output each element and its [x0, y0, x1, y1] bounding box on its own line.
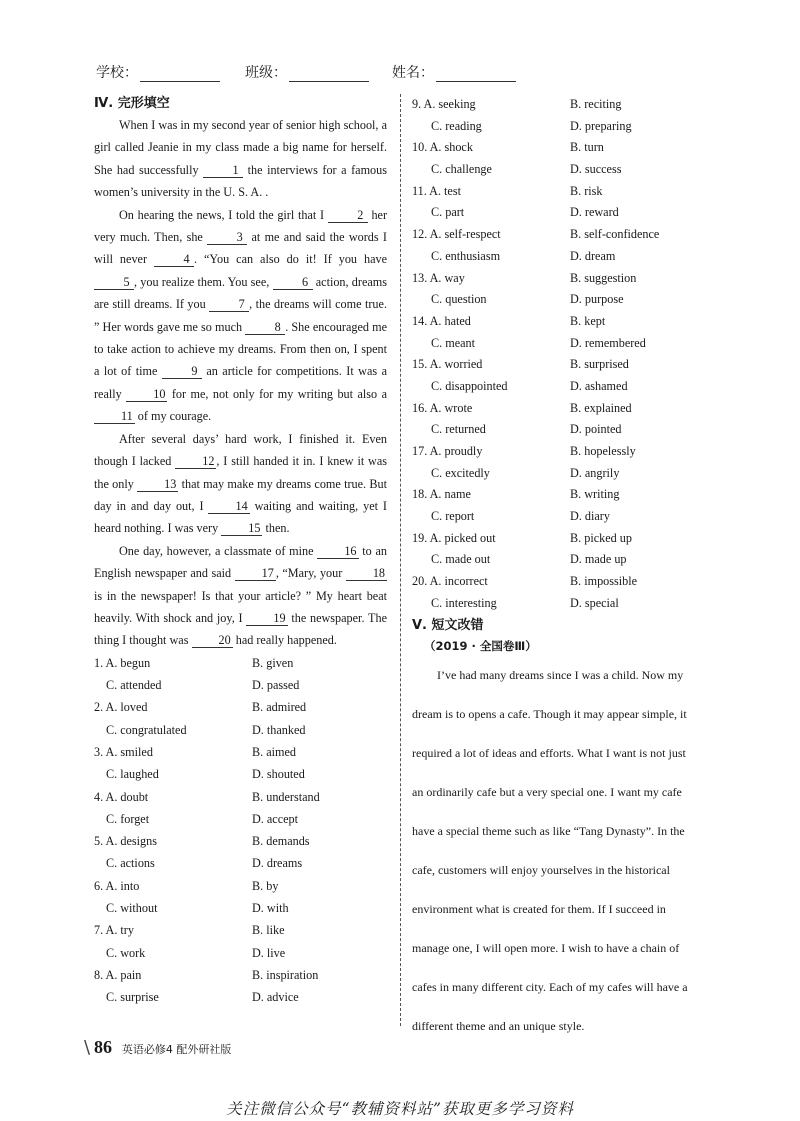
option-b: B. given — [252, 655, 294, 670]
option-a: 15. A. worried — [412, 357, 483, 372]
option-d: D. accept — [252, 811, 299, 826]
class-line — [289, 67, 369, 82]
cloze-paragraph — [94, 114, 387, 204]
blank-17: 17 — [235, 566, 276, 581]
paragraph-text: an article for competitions. It was a really — [94, 364, 387, 401]
option-row — [412, 354, 708, 376]
paragraph-text: then. — [262, 521, 290, 536]
option-row — [412, 333, 708, 355]
paragraph-text: After several days’ hard work, I finished it. Even though I lacked — [94, 431, 387, 469]
blank-1: 1 — [203, 163, 243, 178]
option-b: B. risk — [570, 183, 603, 198]
options-list-right — [412, 94, 708, 615]
option-row — [94, 875, 387, 897]
paragraph-text: , the dreams will come true. ” Her words gave me so much — [94, 297, 387, 334]
option-a: 3. A. smiled — [94, 744, 153, 759]
option-row — [412, 159, 708, 181]
option-c: C. congratulated — [106, 722, 187, 737]
option-a: 12. A. self-respect — [412, 227, 501, 242]
option-a: 17. A. proudly — [412, 444, 483, 458]
option-d: D. advice — [252, 990, 299, 1005]
paragraph-text: at me and said the words I will never — [94, 230, 387, 267]
blank-13: 13 — [137, 477, 178, 492]
option-a: 6. A. into — [94, 878, 140, 893]
option-row — [94, 942, 387, 964]
option-d: D. shouted — [252, 767, 305, 782]
option-b: B. impossible — [570, 574, 638, 589]
option-d: D. passed — [252, 678, 300, 693]
option-c: C. interesting — [431, 595, 497, 610]
option-row — [94, 674, 387, 696]
class-field[interactable]: 班级： — [245, 62, 369, 82]
blank-2: 2 — [328, 208, 368, 223]
error-correction-passage — [412, 656, 708, 1046]
passage-line: cafe, customers will enjoy yourselves in the historical — [412, 862, 670, 877]
paragraph-text: the interviews for a famous women’s university in the U. S. A. . — [94, 162, 387, 200]
option-d: D. made up — [570, 552, 627, 567]
option-b: B. inspiration — [252, 967, 319, 982]
option-d: D. special — [570, 595, 619, 610]
option-a: 9. A. seeking — [412, 97, 476, 111]
blank-19: 19 — [246, 611, 287, 626]
name-line — [436, 67, 516, 82]
blank-16: 16 — [317, 544, 358, 559]
option-c: C. question — [431, 292, 487, 307]
option-b: B. like — [252, 923, 285, 938]
option-a: 7. A. try — [94, 923, 134, 938]
option-b: B. picked up — [570, 530, 632, 545]
blank-20: 20 — [192, 633, 233, 648]
option-c: C. meant — [431, 335, 476, 350]
option-c: C. actions — [106, 856, 155, 871]
passage-line: manage one, I will open more. I wish to have a chain of — [412, 940, 680, 955]
option-b: B. surprised — [570, 357, 629, 372]
option-row — [94, 986, 387, 1008]
paragraph-text: action, dreams are still dreams. If you — [94, 274, 387, 312]
option-c: C. made out — [431, 552, 491, 567]
blank-10: 10 — [126, 387, 167, 402]
option-c: C. enthusiasm — [431, 248, 501, 263]
option-d: D. reward — [570, 205, 619, 220]
option-row — [412, 311, 708, 333]
option-row — [94, 786, 387, 808]
options-list-left — [94, 652, 387, 1009]
option-d: D. live — [252, 945, 286, 960]
option-d: D. remembered — [570, 335, 646, 350]
option-a: 14. A. hated — [412, 313, 471, 328]
option-row — [94, 919, 387, 941]
option-d: D. angrily — [570, 465, 620, 480]
option-d: D. success — [570, 162, 622, 177]
option-row — [94, 719, 387, 741]
blank-9: 9 — [162, 364, 202, 379]
option-row — [412, 268, 708, 290]
option-row — [412, 137, 708, 159]
option-b: B. suggestion — [570, 270, 637, 285]
option-a: 20. A. incorrect — [412, 574, 488, 589]
name-field[interactable]: 姓名： — [392, 62, 516, 82]
option-a: 8. A. pain — [94, 967, 142, 982]
passage-line: dream is to opens a cafe. Though it may appear simple, it — [412, 706, 687, 721]
option-c: C. returned — [431, 422, 486, 437]
option-row — [412, 181, 708, 203]
option-c: C. disappointed — [431, 378, 508, 393]
option-c: C. laughed — [106, 767, 159, 782]
option-c: C. work — [106, 945, 146, 960]
passage-line: environment what is created for them. If I succeed in — [412, 901, 666, 916]
cloze-paragraph — [94, 428, 387, 540]
option-row — [412, 549, 708, 571]
option-a: 10. A. shock — [412, 140, 473, 155]
option-c: C. excitedly — [431, 465, 490, 480]
paragraph-text: is in the newspaper! Is that your article? ” My heart beat heavily. With shock and joy, I — [94, 588, 387, 625]
option-a: 2. A. loved — [94, 700, 148, 715]
option-row — [94, 964, 387, 986]
paragraph-text: When I was in my second year of senior high school, a girl called Jeanie in my class made a big name for herself. She had successfully — [94, 118, 387, 177]
option-row — [94, 830, 387, 852]
option-b: B. writing — [570, 487, 620, 502]
paragraph-text: , I still handed it in. I knew it was the only — [94, 454, 388, 491]
school-field[interactable]: 学校： — [96, 62, 220, 82]
blank-11: 11 — [94, 409, 135, 424]
passage-line: have a special theme such as like “Tang Dynasty”. In the — [412, 823, 685, 838]
paragraph-text: to an English newspaper and said — [94, 543, 388, 581]
section-5-title: Ⅴ. 短文改错 — [412, 617, 484, 633]
option-d: D. purpose — [570, 292, 624, 307]
student-info-header — [0, 62, 800, 84]
option-row — [94, 852, 387, 874]
option-a: 4. A. doubt — [94, 789, 149, 804]
cloze-passage — [94, 114, 387, 652]
blank-7: 7 — [209, 297, 249, 312]
option-a: 11. A. test — [412, 183, 461, 198]
option-c: C. surprise — [106, 990, 159, 1005]
cloze-paragraph — [94, 540, 387, 652]
option-row — [94, 897, 387, 919]
page-footer — [84, 1037, 231, 1058]
option-row — [412, 463, 708, 485]
option-b: B. turn — [570, 140, 604, 155]
school-line — [140, 67, 220, 82]
option-d: D. preparing — [570, 118, 632, 133]
option-row — [412, 289, 708, 311]
option-a: 13. A. way — [412, 270, 465, 285]
book-title: 英语必修4 配外研社版 — [121, 1043, 232, 1056]
option-row — [412, 116, 708, 138]
option-b: B. demands — [252, 834, 310, 849]
option-d: D. thanked — [252, 722, 306, 737]
option-row — [412, 441, 708, 463]
option-c: C. without — [106, 901, 158, 916]
option-row — [412, 419, 708, 441]
option-row — [412, 246, 708, 268]
option-a: 16. A. wrote — [412, 400, 473, 415]
option-b: B. understand — [252, 789, 320, 804]
option-row — [412, 94, 708, 116]
passage-line: cafes in many different city. Each of my cafes will have a — [412, 979, 688, 994]
option-row — [412, 484, 708, 506]
blank-12: 12 — [175, 454, 216, 469]
blank-18: 18 — [346, 566, 387, 581]
option-row — [94, 763, 387, 785]
option-b: B. aimed — [252, 744, 297, 759]
paragraph-text: . “You can also do it! If you have — [193, 252, 387, 267]
option-row — [412, 202, 708, 224]
wechat-notice: 关注微信公众号“教辅资料站”获取更多学习资料 — [226, 1100, 574, 1118]
blank-5: 5 — [94, 275, 134, 290]
option-b: B. reciting — [570, 97, 622, 111]
blank-8: 8 — [245, 320, 285, 335]
option-d: D. diary — [570, 509, 610, 524]
blank-3: 3 — [207, 230, 247, 245]
option-row — [94, 652, 387, 674]
option-row — [412, 528, 708, 550]
paragraph-text: waiting and waiting, yet I heard nothing. I was very — [94, 498, 387, 536]
option-c: C. reading — [431, 118, 482, 133]
option-d: D. dream — [570, 248, 616, 263]
option-b: B. self-confidence — [570, 227, 660, 242]
option-a: 5. A. designs — [94, 834, 157, 849]
blank-15: 15 — [221, 521, 262, 536]
paragraph-text: her very much. Then, she — [94, 207, 388, 245]
paragraph-text: had really happened. — [232, 633, 337, 648]
left-column — [94, 94, 387, 1009]
paragraph-text: On hearing the news, I told the girl that I — [119, 207, 328, 222]
paragraph-text: One day, however, a classmate of mine — [119, 543, 318, 558]
option-d: D. dreams — [252, 856, 303, 871]
option-b: B. admired — [252, 700, 307, 715]
paragraph-text: . She encouraged me to take action to achieve my dreams. From then on, I spent a lot of time — [94, 319, 387, 379]
paragraph-text: , “Mary, your — [275, 566, 346, 581]
option-row — [94, 808, 387, 830]
option-row — [412, 398, 708, 420]
option-row — [412, 506, 708, 528]
paragraph-text: the newspaper. The thing I thought was — [94, 610, 387, 648]
option-row — [94, 741, 387, 763]
option-row — [412, 593, 708, 615]
option-d: D. ashamed — [570, 378, 628, 393]
option-b: B. explained — [570, 400, 632, 415]
option-a: 18. A. name — [412, 487, 471, 502]
option-row — [412, 224, 708, 246]
section-4-title: Ⅳ. 完形填空 — [94, 96, 170, 111]
option-d: D. pointed — [570, 422, 622, 437]
option-b: B. by — [252, 878, 279, 893]
option-row — [94, 696, 387, 718]
option-b: B. kept — [570, 313, 606, 328]
option-c: C. challenge — [431, 162, 492, 177]
passage-line: an ordinarily cafe but a very special one. I want my cafe — [412, 784, 682, 799]
option-c: C. part — [431, 205, 465, 220]
paragraph-text: for me, not only for my writing but also a — [167, 386, 388, 401]
blank-14: 14 — [208, 499, 249, 514]
passage-line: required a lot of ideas and efforts. What I want is not just — [412, 745, 686, 760]
column-divider — [400, 94, 401, 1026]
right-column — [412, 94, 708, 1046]
page-number: 86 — [93, 1037, 112, 1057]
source-tag: （2019 · 全国卷Ⅲ） — [424, 638, 537, 653]
passage-line: different theme and an unique style. — [412, 1018, 585, 1033]
option-d: D. with — [252, 901, 289, 916]
option-a: 1. A. begun — [94, 655, 151, 670]
passage-line: I’ve had many dreams since I was a child. Now my — [437, 667, 684, 682]
paragraph-text: that may make my dreams come true. But day in and day out, I — [94, 476, 387, 513]
option-row — [412, 376, 708, 398]
paragraph-text: of my courage. — [134, 409, 212, 424]
option-row — [412, 571, 708, 593]
blank-6: 6 — [273, 275, 313, 290]
paragraph-text: , you realize them. You see, — [134, 274, 273, 289]
blank-4: 4 — [154, 252, 194, 267]
option-c: C. attended — [106, 678, 162, 693]
slash-icon: \ — [84, 1037, 91, 1058]
option-c: C. forget — [106, 811, 150, 826]
option-b: B. hopelessly — [570, 444, 636, 458]
cloze-paragraph — [94, 204, 387, 428]
option-a: 19. A. picked out — [412, 530, 496, 545]
option-c: C. report — [431, 509, 475, 524]
